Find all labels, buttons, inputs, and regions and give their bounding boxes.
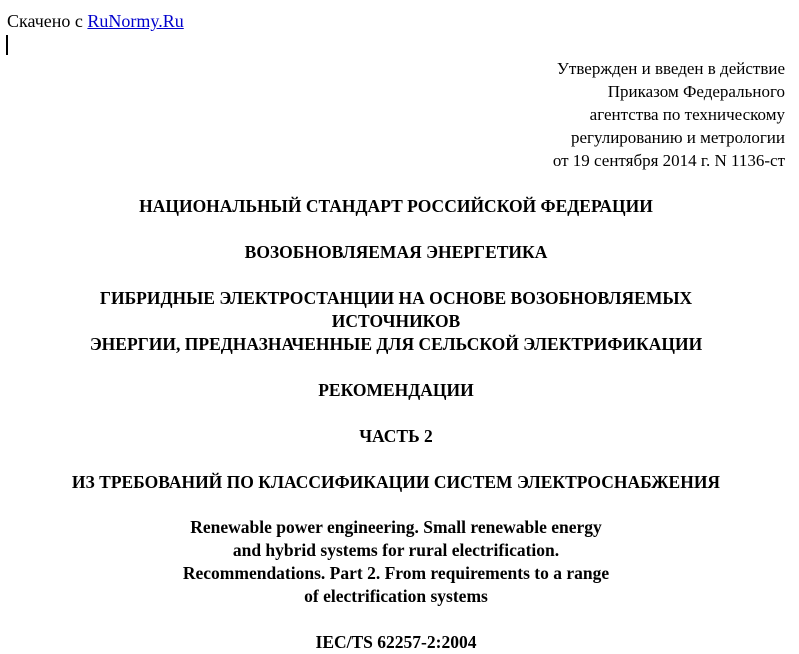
approval-line: Приказом Федерального (607, 82, 785, 101)
title-line-3: ЭНЕРГИИ, ПРЕДНАЗНАЧЕННЫЕ ДЛЯ СЕЛЬСКОЙ ЭЛЕКТРИФИКАЦИИ (89, 334, 703, 354)
part-heading: ЧАСТЬ 2 (359, 426, 433, 446)
national-standard-heading: НАЦИОНАЛЬНЫЙ СТАНДАРТ РОССИЙСКОЙ ФЕДЕРАЦИИ (139, 196, 653, 216)
title-line-1: ГИБРИДНЫЕ ЭЛЕКТРОСТАНЦИИ НА ОСНОВЕ ВОЗОБНОВЛЯЕМЫХ (99, 288, 693, 308)
field-heading: ВОЗОБНОВЛЯЕМАЯ ЭНЕРГЕТИКА (244, 242, 548, 262)
runormy-link[interactable]: RuNormy.Ru (87, 11, 184, 31)
source-line (7, 10, 184, 32)
english-title-line-3: Recommendations. Part 2. From requirements to a range (182, 563, 610, 583)
approval-block (553, 57, 785, 172)
english-title-line-4: of electrification systems (304, 586, 488, 606)
approval-line: агентства по техническому (589, 105, 785, 124)
source-prefix: Скачено с (7, 11, 88, 31)
subtitle-heading: ИЗ ТРЕБОВАНИЙ ПО КЛАССИФИКАЦИИ СИСТЕМ ЭЛЕКТРОСНАБЖЕНИЯ (71, 472, 721, 492)
approval-line: регулированию и метрологии (570, 128, 785, 147)
iec-designation: IEC/TS 62257-2:2004 (315, 632, 477, 652)
english-title-line-1: Renewable power engineering. Small renewable energy (190, 517, 602, 537)
approval-line: от 19 сентября 2014 г. N 1136-ст (552, 151, 785, 170)
recommendations-heading: РЕКОМЕНДАЦИИ (318, 380, 474, 400)
english-title-line-2: and hybrid systems for rural electrification. (232, 540, 560, 560)
approval-line: Утвержден и введен в действие (556, 59, 785, 78)
title-line-2: ИСТОЧНИКОВ (331, 311, 461, 331)
text-cursor (6, 35, 8, 55)
